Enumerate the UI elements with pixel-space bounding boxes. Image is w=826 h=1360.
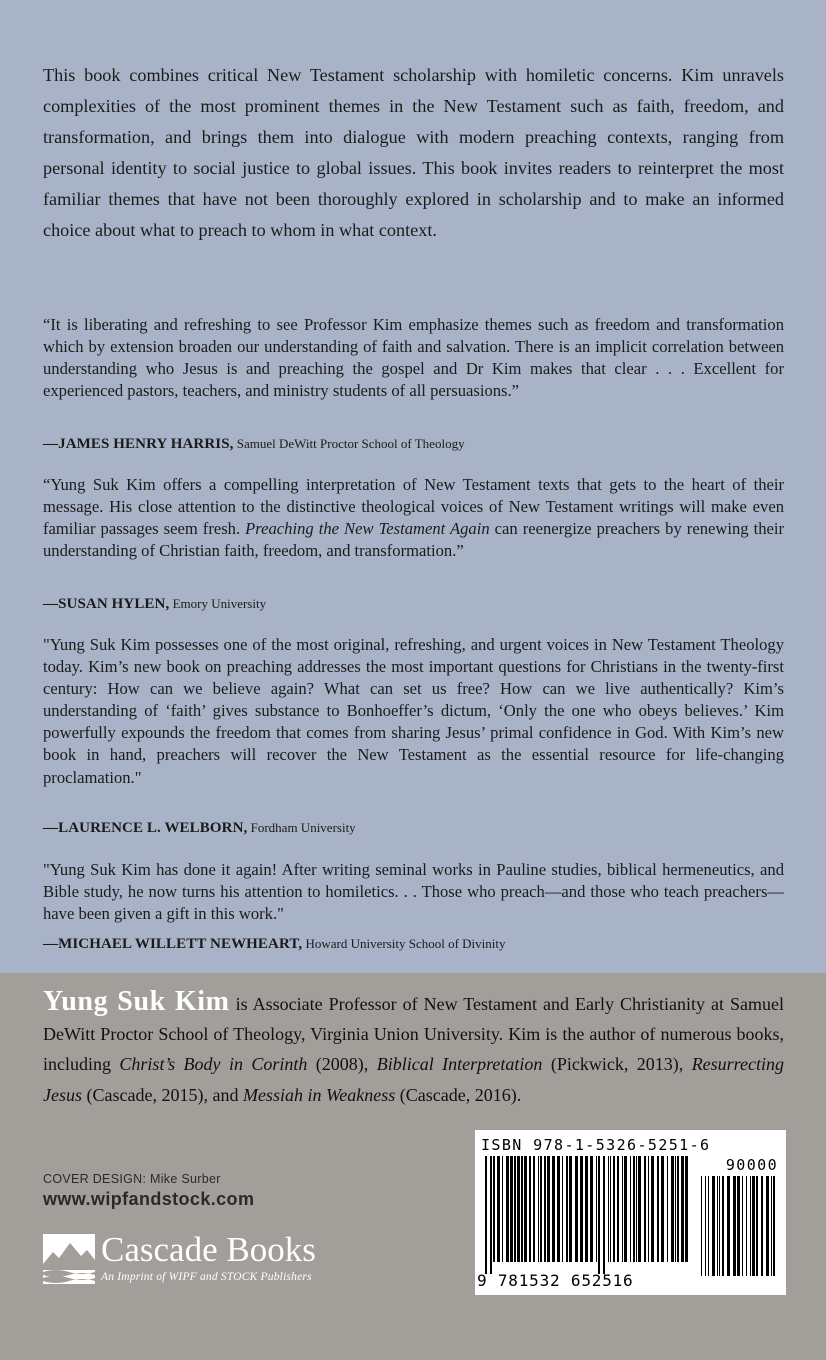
endorsement-quote-newheart: "Yung Suk Kim has done it again! After writing seminal works in Pauline studies, biblical hermeneutics, and Bible study, he now turns his attention to homiletics. . . Those who preach—and those who teach preachers—have been given a gift in this work." (43, 860, 784, 924)
barcode-bar (624, 1156, 627, 1262)
barcode-bar (638, 1156, 641, 1262)
endorsement-attribution-harris (43, 435, 465, 453)
barcode-bar (603, 1156, 605, 1274)
barcode-bar (681, 1156, 684, 1262)
barcode-bar (540, 1156, 542, 1262)
endorsement-attribution-hylen (43, 595, 266, 613)
endorser-affiliation: Howard University School of Divinity (305, 936, 506, 951)
endorsement-quote-welborn: "Yung Suk Kim possesses one of the most original, refreshing, and urgent voices in New Testament Theology today. Kim’s new book on preaching addresses the most important questions for Christians in the twenty-first century: How can we believe again? What can set us free? How can we live authentically? Kim’s understanding of ‘faith’ gives substance to Bonhoeffer’s dictum, ‘Only the one who obeys believes.’ Kim powerfully expounds the freedom that comes from sharing Jesus’ primal confidence in God. With Kim’s new book in hand, preachers will recover the New Testament as the essential resource for life-changing proclamation." (43, 635, 784, 787)
quote-text: “Yung Suk Kim offers a compelling interpretation of New Testament texts that gets to the heart of their message. His close attention to the distinctive theological voices of New Testament writings will make even familiar passages seem fresh. (43, 475, 784, 539)
barcode-bar (701, 1176, 702, 1276)
barcode-bar (708, 1176, 709, 1276)
barcode-bar (756, 1176, 758, 1276)
barcode-bar (717, 1176, 718, 1276)
barcode-bar (538, 1156, 539, 1262)
barcode-bar (569, 1156, 572, 1262)
isbn-barcode (475, 1130, 786, 1295)
cover-design-credit: COVER DESIGN: Mike Surber (43, 1172, 221, 1186)
barcode-bar (746, 1176, 747, 1276)
publisher-name: Cascade Books (101, 1230, 316, 1269)
barcode-bar (529, 1156, 531, 1262)
barcode-bar (737, 1176, 740, 1276)
barcode-bar (719, 1176, 720, 1276)
barcode-bar (773, 1176, 775, 1276)
barcode-bar (580, 1156, 583, 1262)
barcode-bar (502, 1156, 503, 1262)
barcode-bar (675, 1156, 676, 1262)
barcode-bar (613, 1156, 615, 1262)
book-title: Preaching the New Testament Again (245, 519, 490, 539)
bio-text: (Cascade, 2016). (395, 1084, 522, 1105)
barcode-bar (610, 1156, 611, 1262)
addon-barcode-bars (701, 1176, 777, 1288)
barcode-bar (633, 1156, 635, 1262)
barcode-bar (521, 1156, 523, 1262)
barcode-bar (562, 1156, 563, 1262)
endorser-affiliation: Samuel DeWitt Proctor School of Theology (236, 436, 465, 451)
bio-book-title: Biblical Interpretation (376, 1054, 543, 1075)
book-description: This book combines critical New Testament scholarship with homiletic concerns. Kim unravels complexities of the most prominent themes in the New Testament such as faith, freedom, and transformation, and brings them into dialogue with modern preaching contexts, ranging from personal identity to social justice to global issues. This book invites readers to reinterpret the most familiar themes that have not been thoroughly explored in scholarship and to make an informed choice about what to preach to whom in what context. (43, 65, 784, 240)
bio-text: (Cascade, 2015), and (82, 1084, 243, 1105)
endorser-affiliation: Emory University (172, 596, 267, 611)
endorser-name: —SUSAN HYLEN, (43, 596, 170, 612)
barcode-bar (622, 1156, 623, 1262)
price-code: 90000 (725, 1156, 778, 1174)
barcode-bar (575, 1156, 578, 1262)
barcode-bar (705, 1176, 706, 1276)
barcode-bar (566, 1156, 568, 1262)
barcode-bar (510, 1156, 513, 1262)
endorser-name: —JAMES HENRY HARRIS, (43, 436, 234, 452)
barcode-bar (585, 1156, 588, 1262)
endorser-affiliation: Fordham University (250, 820, 356, 835)
barcode-bar (493, 1156, 495, 1262)
barcode-bar (524, 1156, 527, 1262)
endorsement-quote-harris: “It is liberating and refreshing to see Professor Kim emphasize themes such as freedom and transformation which by extension broaden our understanding of faith and salvation. There is an implicit correlation between understanding who Jesus is and preaching the gospel and Dr Kim makes that clear . . . Excellent for experienced pastors, teachers, and ministry students of all persuasions.” (43, 315, 784, 401)
isbn-label: ISBN 978-1-5326-5251-6 (481, 1136, 711, 1154)
barcode-bar (661, 1156, 664, 1262)
barcode-bar (630, 1156, 631, 1262)
barcode-bar (533, 1156, 535, 1262)
bio-text: (Pickwick, 2013), (542, 1054, 692, 1075)
barcode-bar (733, 1176, 736, 1276)
endorser-name: —MICHAEL WILLETT NEWHEART, (43, 936, 303, 952)
barcode-bar (506, 1156, 509, 1262)
barcode-bar (766, 1176, 769, 1276)
barcode-bar (667, 1156, 668, 1262)
barcode-bar (590, 1156, 593, 1262)
barcode-bar (712, 1176, 715, 1276)
barcode-bar (771, 1176, 772, 1276)
barcode-bar (750, 1176, 751, 1276)
bio-text: is Associate Professor of New Testament and Early Christianity at Samuel DeWitt Proctor School of Theology, Virginia Union University. Kim is the author of numerous books, including (43, 994, 784, 1075)
barcode-bar (752, 1176, 755, 1276)
endorsement-attribution-welborn (43, 819, 356, 837)
endorsement-quote-hylen (43, 474, 784, 562)
barcode-bar (727, 1176, 730, 1276)
barcode-bar (608, 1156, 609, 1262)
barcode-bar (544, 1156, 546, 1262)
barcode-bar (598, 1156, 600, 1274)
barcode-bar (547, 1156, 550, 1262)
barcode-bar (761, 1176, 763, 1276)
barcode-bar (651, 1156, 654, 1262)
barcode-bar (617, 1156, 619, 1262)
publisher-website: www.wipfandstock.com (43, 1189, 255, 1209)
barcode-bar (742, 1176, 743, 1276)
barcode-bar (485, 1156, 487, 1274)
barcode-bar (685, 1156, 688, 1262)
ean-barcode-bars (485, 1156, 691, 1274)
barcode-bar (557, 1156, 560, 1262)
bio-book-title: Christ’s Body in Corinth (119, 1054, 308, 1075)
quote-text: can reenergize preachers by renewing their understanding of Christian faith, freedom, and transformation.” (43, 519, 784, 561)
barcode-bar (497, 1156, 500, 1262)
barcode-bar (722, 1176, 724, 1276)
barcode-bar (514, 1156, 516, 1262)
bio-book-title: Messiah in Weakness (242, 1084, 396, 1105)
barcode-bar (677, 1156, 679, 1262)
publisher-tagline: An Imprint of WIPF and STOCK Publishers (101, 1271, 312, 1283)
barcode-bar (648, 1156, 649, 1262)
mountain-logo-icon (43, 1234, 95, 1284)
barcode-bar (657, 1156, 659, 1262)
barcode-bar (644, 1156, 646, 1262)
ean-number: 9 781532 652516 (477, 1271, 634, 1290)
barcode-bar (636, 1156, 637, 1262)
barcode-bar (671, 1156, 674, 1262)
bio-book-title: Resurrecting Jesus (43, 1054, 784, 1105)
author-bio (43, 987, 784, 1110)
barcode-bar (552, 1156, 555, 1262)
barcode-bar (517, 1156, 520, 1262)
endorser-name: —LAURENCE L. WELBORN, (43, 820, 248, 836)
author-name: Yung Suk Kim (43, 986, 230, 1017)
bio-text: (2008), (307, 1054, 377, 1075)
barcode-bar (490, 1156, 492, 1274)
barcode-bar (596, 1156, 597, 1262)
endorsement-attribution-newheart (43, 935, 506, 953)
